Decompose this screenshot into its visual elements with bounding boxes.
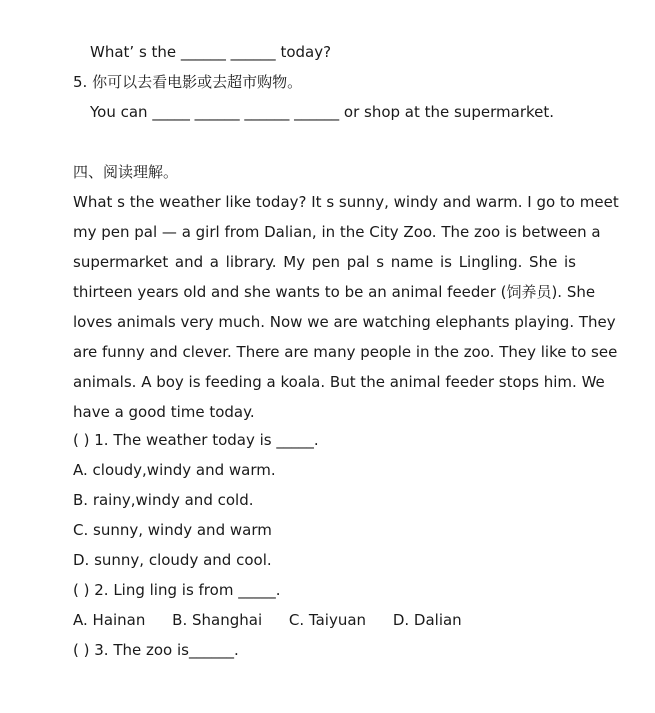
- question-3: ( ) 3. The zoo is______.: [73, 641, 239, 659]
- passage-line: loves animals very much. Now we are watching elephants playing. They: [73, 313, 616, 331]
- question-5-prompt: 5. 你可以去看电影或去超市购物。: [73, 73, 303, 91]
- reading-passage: [73, 187, 619, 427]
- passage-line: supermarket and a library. My pen pal s name is Lingling. She is: [73, 253, 576, 271]
- question-2-option-c: C. Taiyuan: [288, 611, 367, 629]
- question-1-option-c: C. sunny, windy and warm: [73, 521, 272, 539]
- question-4-continuation: What’ s the ______ ______ today?: [90, 43, 332, 61]
- question-5-answer: You can _____ ______ ______ ______ or shop at the supermarket.: [90, 103, 555, 121]
- passage-line: thirteen years old and she wants to be an animal feeder (饲养员). She: [73, 283, 596, 301]
- question-1-option-d: D. sunny, cloudy and cool.: [73, 551, 272, 569]
- passage-line: What s the weather like today? It s sunny, windy and warm. I go to meet: [73, 193, 619, 211]
- question-1-option-a: A. cloudy,windy and warm.: [73, 461, 276, 479]
- question-2-options: [73, 610, 484, 630]
- question-2: ( ) 2. Ling ling is from _____.: [73, 581, 281, 599]
- question-2-option-d: D. Dalian: [392, 611, 462, 629]
- question-2-option-a: A. Hainan: [73, 611, 146, 629]
- question-2-option-b: B. Shanghai: [172, 611, 263, 629]
- question-1-option-b: B. rainy,windy and cold.: [73, 491, 254, 509]
- passage-line: are funny and clever. There are many people in the zoo. They like to see: [73, 343, 618, 361]
- passage-line: have a good time today.: [73, 403, 255, 421]
- question-1: ( ) 1. The weather today is _____.: [73, 431, 319, 449]
- section-title: 四、阅读理解。: [73, 163, 179, 181]
- passage-line: animals. A boy is feeding a koala. But the animal feeder stops him. We: [73, 373, 605, 391]
- passage-line: my pen pal — a girl from Dalian, in the City Zoo. The zoo is between a: [73, 223, 601, 241]
